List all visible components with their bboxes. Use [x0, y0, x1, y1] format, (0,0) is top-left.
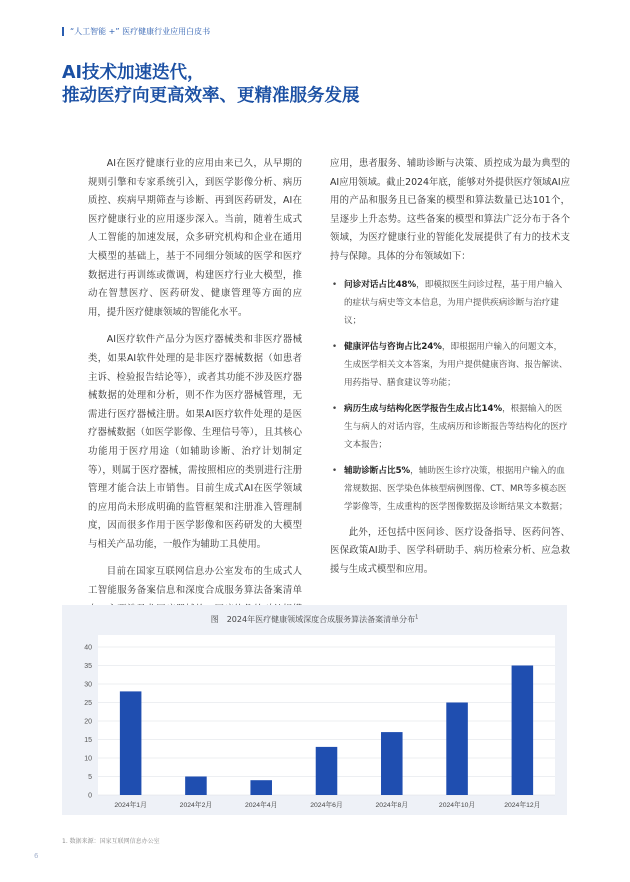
header-accent-bar [62, 27, 64, 36]
list-item [330, 276, 570, 330]
y-tick-label: 40 [84, 644, 92, 652]
body-paragraph: 目前在国家互联网信息办公室发布的生成式人工智能服务备案信息和深度合成服务算法备案清单 [88, 566, 302, 597]
x-tick-label: 2024年4月 [244, 802, 278, 809]
x-tick-label: 2024年8月 [375, 802, 409, 809]
list-item [330, 338, 570, 392]
y-tick-label: 0 [88, 792, 92, 800]
page-number: 6 [34, 852, 39, 860]
body-paragraph: AI医疗软件产品分为医疗器械类和非医疗器械类，如果AI软件处理的是非医疗器械数据（如患者主诉、检验报告结论等），或者其功能不涉及医疗器械数据的处理和分析，则不作为医疗器械管理，无需进行医疗器械注册。如果AI医疗软件处理的是医疗器械数据（如医学影像、生理信号等），且其核心功能用于医疗用途（如辅助诊断、治疗计划制定等），则属于医疗器械，需按照相应的类别进行注册管理才能合法上市销售。目前生成式AI在医学领域的应用尚未形成明确的监管框架和注册准入管理制度，因而很多作用于医学影像和医药研发的大模型与相关产品功能，一般作为辅助工具使用。 [88, 334, 302, 550]
body-paragraph: 应用，患者服务、辅助诊断与决策、质控成为最为典型的AI应用领域。截止2024年底，能够对外提供医疗领域AI应用的产品和服务且已备案的模型和算法数量已达101个，呈逐步上升态势。这些备案的模型和算法广泛分布于各个领域，为医疗健康行业的智能化发展提供了有力的技术支持与保障。具体的分布领域如下： [330, 158, 570, 262]
bar [316, 747, 338, 795]
list-item-text: ，即根据用户输入的问题文本，生成医学相关文本答案，为用户提供健康咨询、报告解读、用药指导、膳食建议等功能； [344, 341, 568, 388]
list-item-text: ，根据输入的医生与病人的对话内容，生成病历和诊断报告等结构化的医疗文本报告； [344, 403, 568, 450]
x-tick-label: 2024年10月 [438, 802, 476, 809]
y-tick-label: 10 [84, 755, 92, 763]
y-tick-label: 20 [84, 718, 92, 726]
chart-panel [62, 605, 567, 815]
page-title-line-1: AI技术加速迭代， [62, 63, 205, 83]
right-column [330, 155, 570, 588]
chart-title-text: 图 2024年医疗健康领域深度合成服务算法备案清单分布 [210, 615, 416, 624]
list-item [330, 462, 570, 516]
bar [185, 777, 207, 796]
footnote: 1. 数据来源：国家互联网信息办公室 [62, 838, 160, 845]
body-paragraph: AI在医疗健康行业的应用由来已久，从早期的规则引擎和专家系统引入，到医学影像分析、病历质控、疾病早期筛查与诊断、再到医药研发，AI在医疗健康行业的应用逐步深入。当前，随着生成式人工智能的加速发展，众多研究机构和企业在通用大模型的基础上，基于不同细分领域的医学和医疗数据进行再训练或微调，构建医疗行业大模型，推动在智慧医疗、医药研发、健康管理等方面的应用，提升医疗健康领域的智能化水平。 [88, 158, 302, 318]
list-item-label: 辅助诊断占比5% [344, 465, 411, 476]
bar [381, 732, 403, 795]
list-item-text: ，即模拟医生问诊过程，基于用户输入的症状与病史等文本信息，为用户提供疾病诊断与治疗建议； [344, 279, 563, 326]
header-text: “人工智能 +” 医疗健康行业应用白皮书 [70, 27, 211, 36]
y-tick-label: 5 [88, 774, 92, 781]
y-tick-label: 25 [84, 700, 92, 707]
body-paragraph: 此外，还包括中医问诊、医疗设备指导、医药问答、医保政策AI助手、医学科研助手、病历检索分析、应急救援与生成式模型和应用。 [330, 526, 570, 575]
distribution-list [330, 276, 570, 516]
page-title [62, 62, 482, 108]
x-tick-label: 2024年2月 [179, 802, 213, 809]
x-tick-label: 2024年12月 [504, 802, 541, 809]
y-tick-label: 35 [84, 663, 92, 670]
x-tick-label: 2024年6月 [310, 802, 343, 809]
list-item [330, 400, 570, 454]
bar [250, 780, 272, 795]
bar [120, 691, 142, 795]
y-tick-label: 15 [84, 737, 92, 744]
list-item-label: 病历生成与结构化医学报告生成占比14% [344, 403, 503, 414]
list-item-text: ，辅助医生诊疗决策，根据用户输入的血常规数据、医学染色体核型病例图像、CT、MR等多模态医学影像等，生成重构的医学图像数据及诊断结果文本数据； [344, 465, 568, 512]
page-title-line-2: 推动医疗向更高效率、更精准服务发展 [62, 86, 360, 106]
left-column [88, 155, 302, 647]
list-item-label: 问诊对话占比48% [344, 279, 417, 290]
bar [446, 703, 468, 796]
x-tick-label: 2024年1月 [114, 802, 147, 809]
chart-title-footnote-mark: 1 [415, 614, 419, 621]
bar-chart [62, 605, 567, 815]
list-item-label: 健康评估与咨询占比24% [344, 341, 442, 352]
bar [512, 666, 534, 796]
y-tick-label: 30 [84, 681, 92, 689]
running-header [62, 26, 210, 37]
